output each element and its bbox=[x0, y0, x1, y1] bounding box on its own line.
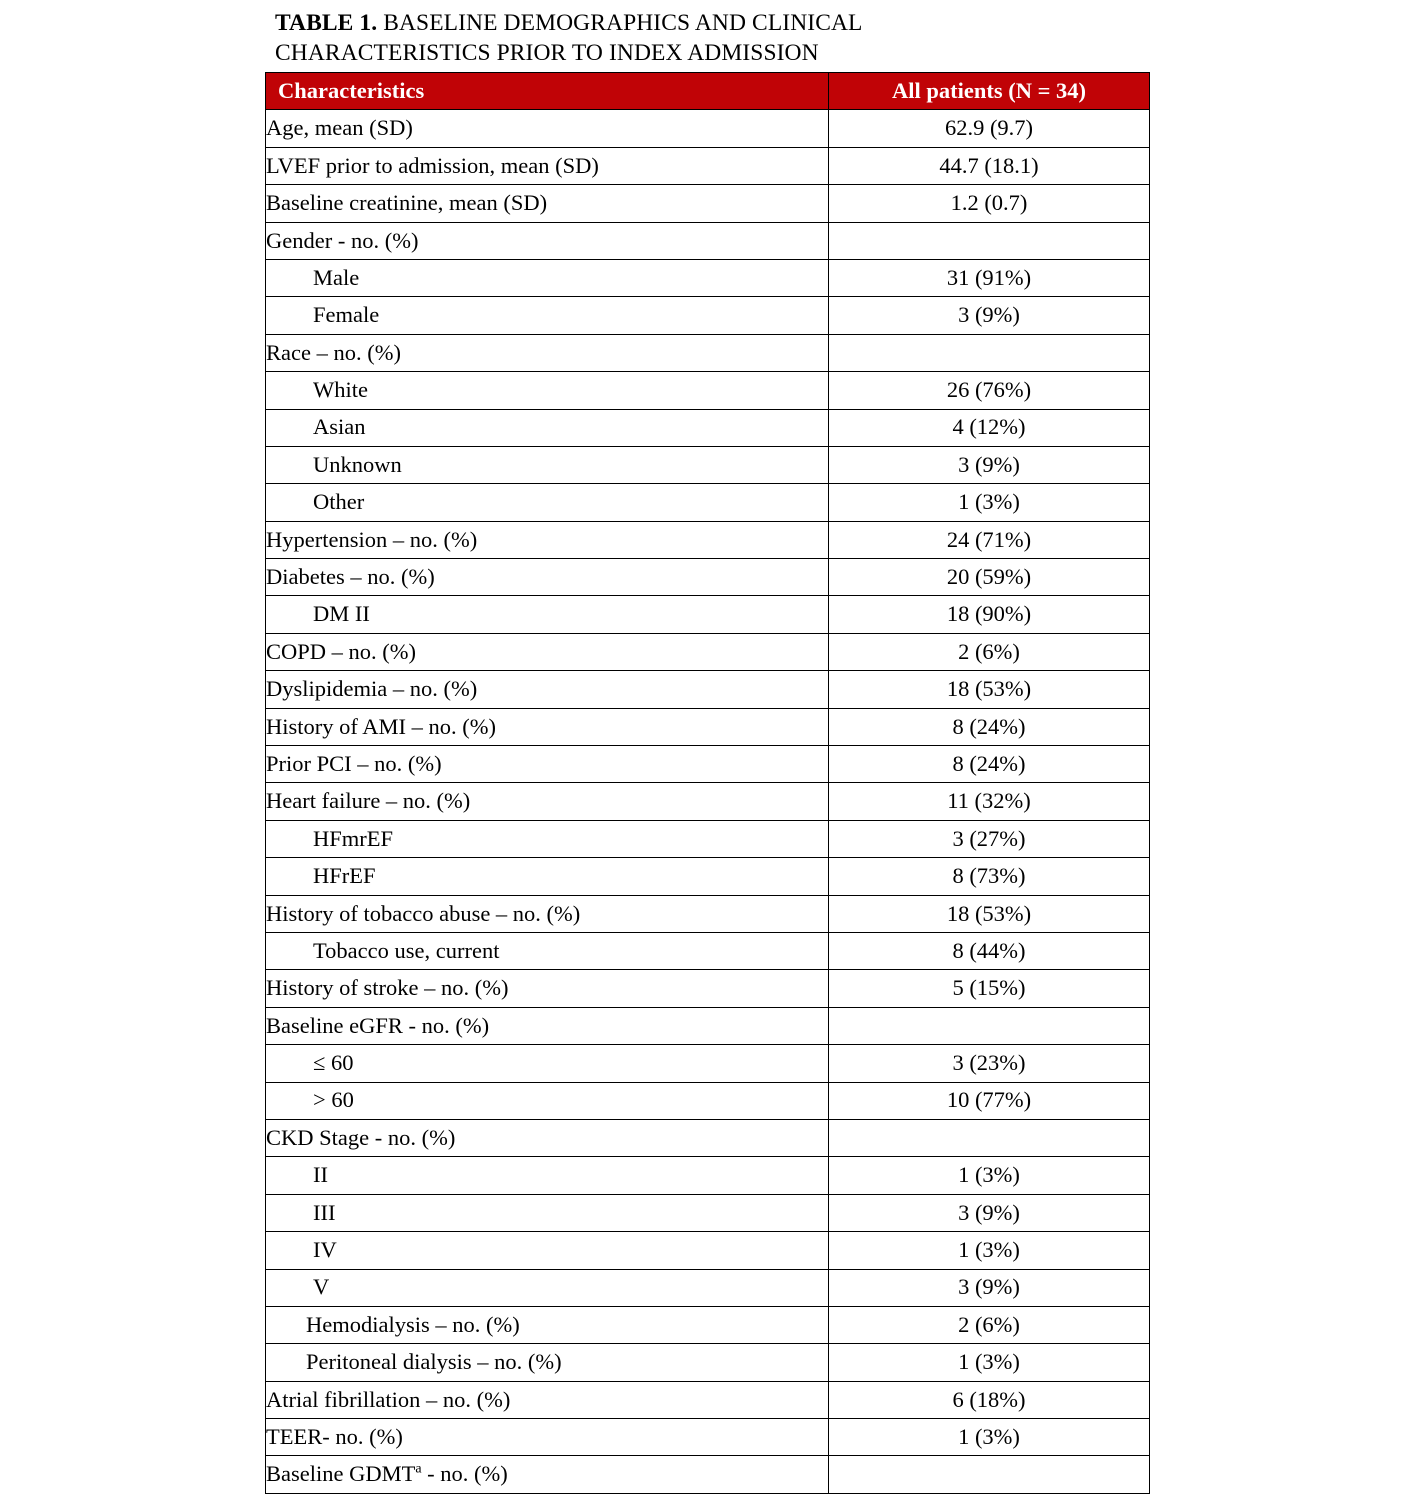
row-characteristic: Tobacco use, current bbox=[266, 932, 829, 969]
baseline-demographics-table bbox=[265, 72, 1150, 1494]
table-row bbox=[266, 147, 1150, 184]
row-characteristic: White bbox=[266, 372, 829, 409]
table-title bbox=[275, 8, 975, 68]
table-row bbox=[266, 596, 1150, 633]
row-value: 3 (9%) bbox=[829, 1194, 1150, 1231]
table-row bbox=[266, 1007, 1150, 1044]
table-row bbox=[266, 334, 1150, 371]
row-value: 18 (53%) bbox=[829, 671, 1150, 708]
row-value: 2 (6%) bbox=[829, 1306, 1150, 1343]
table-row bbox=[266, 1344, 1150, 1381]
row-value: 4 (12%) bbox=[829, 409, 1150, 446]
row-value: 6 (18%) bbox=[829, 1381, 1150, 1418]
row-value: 62.9 (9.7) bbox=[829, 110, 1150, 147]
row-value: 18 (53%) bbox=[829, 895, 1150, 932]
table-header-row bbox=[266, 73, 1150, 110]
table-container bbox=[265, 8, 1149, 1494]
table-row bbox=[266, 222, 1150, 259]
table-row bbox=[266, 746, 1150, 783]
table-row bbox=[266, 372, 1150, 409]
row-value: 11 (32%) bbox=[829, 783, 1150, 820]
table-row bbox=[266, 521, 1150, 558]
table-row bbox=[266, 1045, 1150, 1082]
row-value: 18 (90%) bbox=[829, 596, 1150, 633]
table-row bbox=[266, 671, 1150, 708]
row-characteristic-text: Baseline GDMT bbox=[266, 1461, 416, 1487]
row-characteristic: Asian bbox=[266, 409, 829, 446]
row-characteristic: > 60 bbox=[266, 1082, 829, 1119]
table-row bbox=[266, 970, 1150, 1007]
row-characteristic: LVEF prior to admission, mean (SD) bbox=[266, 147, 829, 184]
row-value: 3 (9%) bbox=[829, 297, 1150, 334]
row-value bbox=[829, 1119, 1150, 1156]
table-row bbox=[266, 297, 1150, 334]
column-header-all-patients: All patients (N = 34) bbox=[829, 73, 1150, 110]
row-value: 1 (3%) bbox=[829, 1419, 1150, 1456]
row-characteristic: IV bbox=[266, 1232, 829, 1269]
table-row bbox=[266, 1232, 1150, 1269]
row-characteristic: Baseline eGFR - no. (%) bbox=[266, 1007, 829, 1044]
row-value: 1 (3%) bbox=[829, 1157, 1150, 1194]
row-value: 31 (91%) bbox=[829, 259, 1150, 296]
row-characteristic: Other bbox=[266, 484, 829, 521]
row-value: 3 (9%) bbox=[829, 1269, 1150, 1306]
row-characteristic: Prior PCI – no. (%) bbox=[266, 746, 829, 783]
row-characteristic: History of tobacco abuse – no. (%) bbox=[266, 895, 829, 932]
row-characteristic: Hypertension – no. (%) bbox=[266, 521, 829, 558]
column-header-characteristics: Characteristics bbox=[266, 73, 829, 110]
table-row bbox=[266, 1419, 1150, 1456]
table-row bbox=[266, 1082, 1150, 1119]
row-value bbox=[829, 1007, 1150, 1044]
row-characteristic: HFmrEF bbox=[266, 820, 829, 857]
row-value: 3 (27%) bbox=[829, 820, 1150, 857]
table-row bbox=[266, 1456, 1150, 1493]
table-row bbox=[266, 446, 1150, 483]
row-value: 1 (3%) bbox=[829, 484, 1150, 521]
table-row bbox=[266, 1119, 1150, 1156]
table-row bbox=[266, 1194, 1150, 1231]
table-row bbox=[266, 1157, 1150, 1194]
table-number-label: TABLE 1. bbox=[275, 10, 378, 36]
row-value: 24 (71%) bbox=[829, 521, 1150, 558]
row-value: 5 (15%) bbox=[829, 970, 1150, 1007]
row-characteristic: Female bbox=[266, 297, 829, 334]
table-row bbox=[266, 259, 1150, 296]
table-row bbox=[266, 110, 1150, 147]
row-value: 2 (6%) bbox=[829, 633, 1150, 670]
row-value: 8 (24%) bbox=[829, 708, 1150, 745]
row-characteristic: III bbox=[266, 1194, 829, 1231]
row-characteristic: TEER- no. (%) bbox=[266, 1419, 829, 1456]
row-value: 1 (3%) bbox=[829, 1232, 1150, 1269]
row-value: 8 (44%) bbox=[829, 932, 1150, 969]
row-characteristic-suffix: - no. (%) bbox=[421, 1461, 508, 1487]
footnote-marker: a bbox=[415, 1461, 422, 1477]
table-row bbox=[266, 185, 1150, 222]
row-value: 20 (59%) bbox=[829, 559, 1150, 596]
table-row bbox=[266, 1381, 1150, 1418]
row-characteristic: DM II bbox=[266, 596, 829, 633]
table-row bbox=[266, 932, 1150, 969]
row-characteristic: CKD Stage - no. (%) bbox=[266, 1119, 829, 1156]
row-characteristic: Dyslipidemia – no. (%) bbox=[266, 671, 829, 708]
row-characteristic: Peritoneal dialysis – no. (%) bbox=[266, 1344, 829, 1381]
row-characteristic: COPD – no. (%) bbox=[266, 633, 829, 670]
row-value: 3 (23%) bbox=[829, 1045, 1150, 1082]
table-row bbox=[266, 1306, 1150, 1343]
row-value: 3 (9%) bbox=[829, 446, 1150, 483]
row-characteristic: Heart failure – no. (%) bbox=[266, 783, 829, 820]
table-row bbox=[266, 559, 1150, 596]
row-value: 1 (3%) bbox=[829, 1344, 1150, 1381]
row-value: 10 (77%) bbox=[829, 1082, 1150, 1119]
table-header bbox=[266, 73, 1150, 110]
row-characteristic: Hemodialysis – no. (%) bbox=[266, 1306, 829, 1343]
row-value: 44.7 (18.1) bbox=[829, 147, 1150, 184]
table-row bbox=[266, 409, 1150, 446]
row-characteristic: History of stroke – no. (%) bbox=[266, 970, 829, 1007]
row-characteristic bbox=[266, 1456, 829, 1493]
table-row bbox=[266, 783, 1150, 820]
row-characteristic: V bbox=[266, 1269, 829, 1306]
row-characteristic: History of AMI – no. (%) bbox=[266, 708, 829, 745]
table-row bbox=[266, 858, 1150, 895]
row-value bbox=[829, 1456, 1150, 1493]
row-value: 1.2 (0.7) bbox=[829, 185, 1150, 222]
row-characteristic: HFrEF bbox=[266, 858, 829, 895]
row-characteristic: Baseline creatinine, mean (SD) bbox=[266, 185, 829, 222]
row-characteristic: Race – no. (%) bbox=[266, 334, 829, 371]
row-value: 8 (24%) bbox=[829, 746, 1150, 783]
table-title-text: BASELINE DEMOGRAPHICS AND CLINICAL CHARACTERISTICS PRIOR TO INDEX ADMISSION bbox=[275, 10, 862, 66]
table-body bbox=[266, 110, 1150, 1493]
row-characteristic: ≤ 60 bbox=[266, 1045, 829, 1082]
table-row bbox=[266, 633, 1150, 670]
row-characteristic: Atrial fibrillation – no. (%) bbox=[266, 1381, 829, 1418]
row-characteristic: Unknown bbox=[266, 446, 829, 483]
row-characteristic: II bbox=[266, 1157, 829, 1194]
row-value: 8 (73%) bbox=[829, 858, 1150, 895]
table-row bbox=[266, 820, 1150, 857]
row-characteristic: Male bbox=[266, 259, 829, 296]
row-value bbox=[829, 222, 1150, 259]
row-characteristic: Age, mean (SD) bbox=[266, 110, 829, 147]
row-value: 26 (76%) bbox=[829, 372, 1150, 409]
row-characteristic: Diabetes – no. (%) bbox=[266, 559, 829, 596]
table-row bbox=[266, 895, 1150, 932]
row-characteristic: Gender - no. (%) bbox=[266, 222, 829, 259]
row-value bbox=[829, 334, 1150, 371]
table-row bbox=[266, 708, 1150, 745]
table-row bbox=[266, 1269, 1150, 1306]
table-row bbox=[266, 484, 1150, 521]
